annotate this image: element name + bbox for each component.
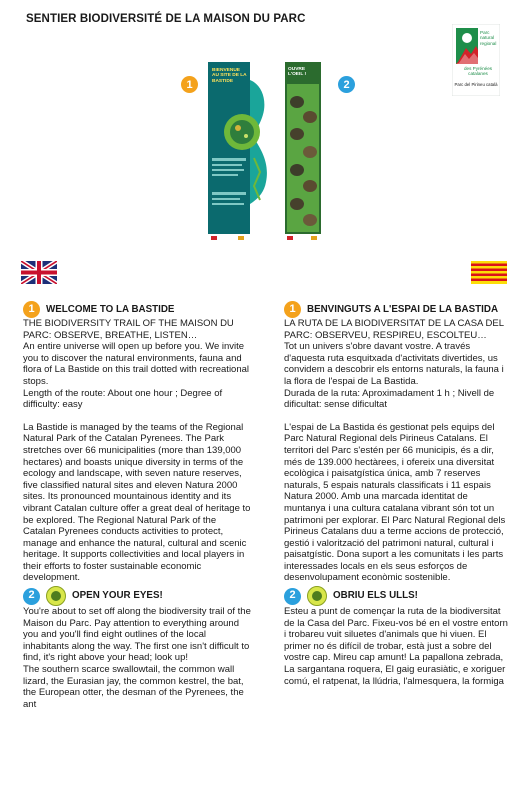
logo-line6: Parc del Pirineu català (454, 82, 498, 87)
catalan-section1-header (284, 301, 512, 318)
panel2-number: 2 (338, 76, 355, 93)
english-park-description: La Bastide is managed by the teams of the Regional Natural Park of the Catalan Pyrenees. The Park stretches over 66 municipalities (more than 139,000 hectares) and boasts unique diversity in terms of the ecology and landscape, with seven nature reserves, five classified natural sites and eleven Natura 2000 sites. Its pronounced mountainous identity and its vibrant Catalan culture offer a great deal of heritage to be explored. The Regional Natural Park of the Catalan Pyrenees conducts activities to protect, manage and enhance the natural, cultural and scenic heritage. It supports collectivities and local players in their efforts to foster sustainable economic development. (23, 421, 251, 584)
panel2-heading: OUVRE L'OEIL ! (288, 67, 307, 78)
english-section2-heading: OPEN YOUR EYES! (72, 590, 163, 602)
english-section2-header (23, 586, 251, 606)
catalan-section2-number: 2 (284, 588, 301, 605)
english-section1-heading: WELCOME TO LA BASTIDE (46, 303, 175, 315)
catalan-flag-icon (471, 261, 507, 284)
english-species-list: The southern scarce swallowtail, the common wall lizard, the Eurasian jay, the common kestrel, the bat, the European otter, the desman of the Pyrenees, the ant (23, 664, 244, 710)
english-section2-number: 2 (23, 588, 40, 605)
catalan-section2-header (284, 586, 512, 606)
eye-badge-icon (307, 586, 327, 606)
logo-line4: des Pyrénées (463, 66, 493, 71)
uk-flag-icon (21, 261, 57, 284)
catalan-section2-intro: Esteu a punt de començar la ruta de la biodiversitat de la Casa del Parc. Fixeu-vos bé en el vostre entorn i trobareu vuit siluetes d'animals que hi viuen. El primer no és difícil de trobar, està just a sobre del vostre cap. Mireu cap amunt! La papallona zebrada, La sargantana roquera, El gaig eurasiàtic, e xoriguer comú, el ratpenat, la llúdria, l'almesquera, la formiga (284, 606, 508, 687)
catalan-park-description: L'espai de La Bastida és gestionat pels equips del Parc Natural Regional dels Pirineus Catalans. El territori del Parc s'estén per 66 municipis, és a dir, més de 139.000 hectàrees, i ofereix una diversitat ecològica i paisatgística única, amb 7 reserves naturals, 5 espais naturals classificats i 11 espais Natura 2000. Amb una marcada identitat de muntanya i una cultura catalana vibrant són tot un patrimoni per explorar. El Parc Natural Regional dels Pirineus Catalans duu a terme accions de protecció, gestió i valorització del patrimoni natural, cultural i paisatgístic. Dona suport a les comunitats i les parts interessades locals en els seus esforços de desenvolupament econòmic sostenible. (284, 421, 506, 584)
page-title: SENTIER BIODIVERSITÉ DE LA MAISON DU PARC (26, 13, 306, 25)
english-section1-intro: An entire universe will open up before you. We invite you to discover the natural environments, fauna and flora of La Bastide on this trail dotted with recreational stops. (23, 341, 250, 387)
logo-line1: Parc (480, 30, 490, 35)
english-section1-subtitle: THE BIODIVERSITY TRAIL OF THE MAISON DU PARC: OBSERVE, BREATHE, LISTEN… (23, 318, 234, 341)
panel2-image (285, 62, 321, 242)
panel1-number: 1 (181, 76, 198, 93)
panel1-image (208, 62, 274, 242)
catalan-route-info: Durada de la ruta: Aproximadament 1 h ; Nivell de dificultat: sense dificultat (284, 387, 495, 411)
logo-line3: regional (480, 40, 497, 46)
catalan-column (284, 301, 512, 687)
english-route-info: Length of the route: About one hour ; Degree of difficulty: easy (23, 387, 223, 411)
park-logo (452, 24, 500, 96)
catalan-section1-subtitle: LA RUTA DE LA BIODIVERSITAT DE LA CASA DEL PARC: OBSERVEU, RESPIREU, ESCOLTEU… (284, 318, 504, 341)
panel1-heading: BIENVENUE AU SITE DE LA BASTIDE (212, 68, 247, 84)
eye-badge-icon (46, 586, 66, 606)
english-column (23, 301, 251, 710)
english-section1-number: 1 (23, 301, 40, 318)
english-section1-header (23, 301, 251, 318)
catalan-section1-heading: BENVINGUTS A L'ESPAI DE LA BASTIDA (307, 303, 499, 315)
catalan-section2-heading: OBRIU ELS ULLS! (333, 590, 418, 602)
logo-line2: natural (480, 35, 495, 41)
catalan-section1-number: 1 (284, 301, 301, 318)
logo-line5: catalanes (468, 71, 488, 77)
english-section2-intro: You're about to set off along the biodiversity trail of the Maison du Parc. Pay attention to everything around you and you'll find eight outlines of the local inhabitants along the way. The first one isn't difficult to find, it's right above your head; look up! (23, 606, 251, 664)
catalan-section1-intro: Tot un univers s'obre davant vostre. A través d'aquesta ruta esquitxada d'activitats divertides, us convidem a descobrir els entorns naturals, la fauna i la flora de l'espai de La Bastida. (284, 341, 504, 387)
